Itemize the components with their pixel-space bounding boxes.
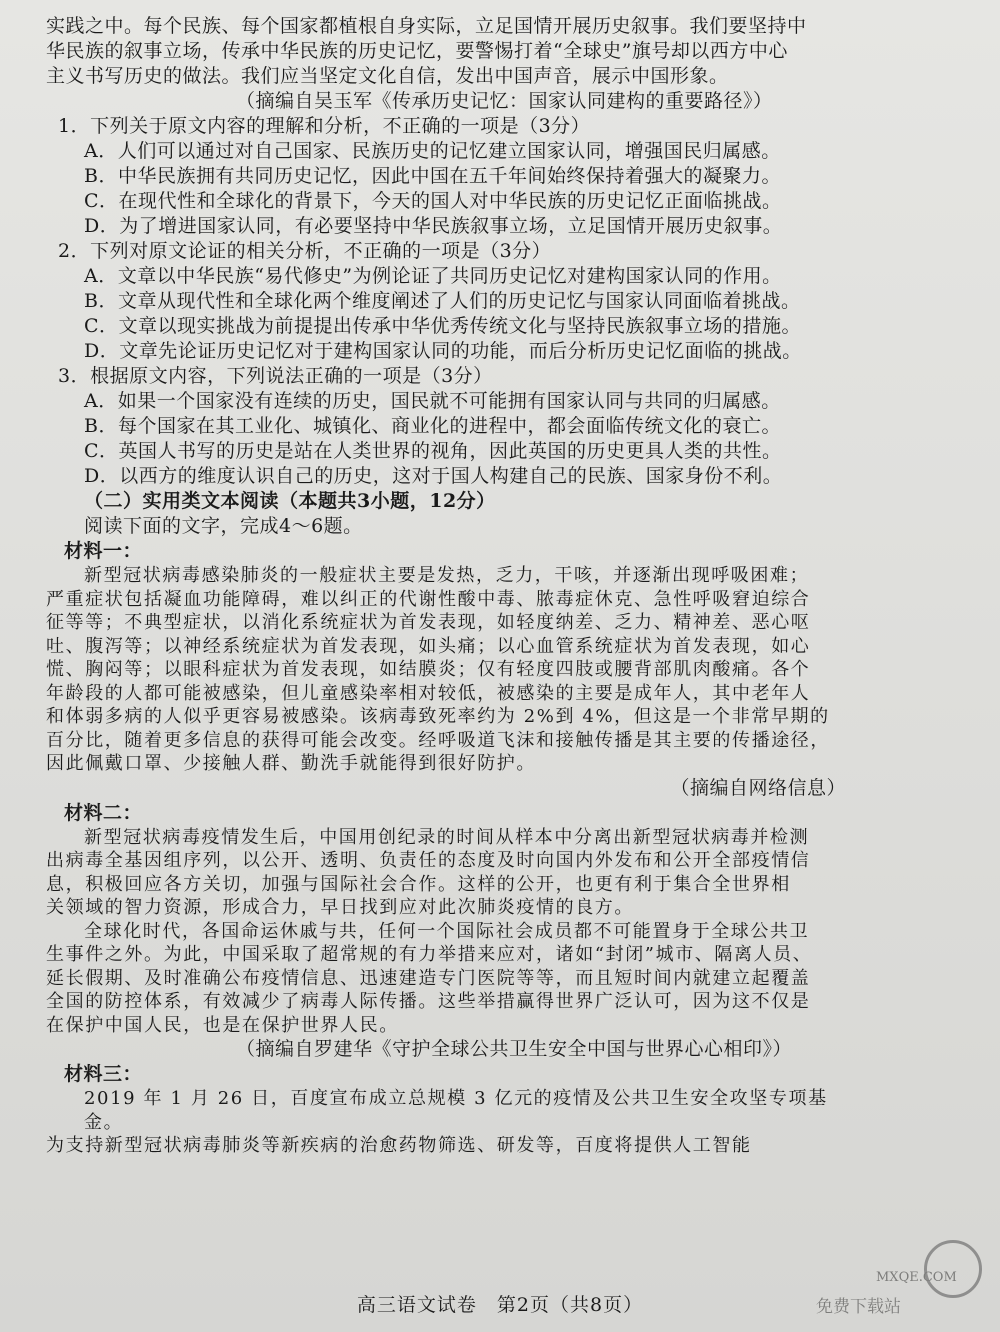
material-3-title: 材料三： <box>64 1063 143 1085</box>
option-c: C．在现代性和全球化的背景下，今天的国人对中华民族的历史记忆正面临挑战。 <box>84 190 782 212</box>
option-c: C．英国人书写的历史是站在人类世界的视角，因此英国的历史更具人类的共性。 <box>84 440 782 462</box>
source-citation: （摘编自吴玉军《传承历史记忆：国家认同建构的重要路径》） <box>236 90 773 112</box>
text-line: 实践之中。每个民族、每个国家都植根自身实际，立足国情开展历史叙事。我们要坚持中 <box>46 15 807 37</box>
question-1 <box>46 114 866 239</box>
material-3-body <box>46 1087 866 1158</box>
text-line: 全球化时代，各国命运休戚与共，任何一个国际社会成员都不可能置身于全球公共卫 <box>84 920 810 942</box>
option-a: A．如果一个国家没有连续的历史，国民就不可能拥有国家认同与共同的归属感。 <box>84 390 781 412</box>
material-1-body <box>46 564 866 776</box>
text-line: 息，积极回应各方关切，加强与国际社会合作。这样的公开，也更有利于集合全世界相 <box>46 873 791 895</box>
site-watermark <box>806 1240 986 1324</box>
source-citation: （摘编自网络信息） <box>670 776 846 799</box>
text-line: 出病毒全基因组序列，以公开、透明、负责任的态度及时向国内外发布和公开全部疫情信 <box>46 850 811 871</box>
text-line: 2019 年 1 月 26 日，百度宣布成立总规模 3 亿元的疫情及公共卫生安全攻坚专项基金。 <box>84 1088 828 1133</box>
text-line: 为支持新型冠状病毒肺炎等新疾病的治愈药物筛选、研发等，百度将提供人工智能 <box>46 1135 752 1156</box>
page-footer: 高三语文试卷 第2页（共8页） <box>356 1294 644 1316</box>
question-stem: 3．根据原文内容，下列说法正确的一项是（3分） <box>58 365 493 387</box>
material-2-body <box>46 826 866 1038</box>
text-line: 在保护中国人民，也是在保护世界人民。 <box>46 1014 399 1036</box>
text-line: 生事件之外。为此，中国采取了超常规的有力举措来应对，诸如“封闭”城市、隔离人员、 <box>46 944 813 965</box>
option-a: A．文章以中华民族“易代修史”为例论证了共同历史记忆对建构国家认同的作用。 <box>84 265 782 287</box>
question-stem: 2．下列对原文论证的相关分析，不正确的一项是（3分） <box>58 240 552 262</box>
text-line: 慌、胸闷等；以眼科症状为首发表现，如结膜炎；仅有轻度四肢或腰背部肌肉酸痛。各个 <box>46 659 811 680</box>
intro-passage <box>46 14 866 89</box>
option-b: B．文章从现代性和全球化两个维度阐述了人们的历史记忆与国家认同面临着挑战。 <box>84 290 801 312</box>
watermark-logo-icon <box>924 1240 982 1298</box>
text-line: 严重症状包括凝血功能障碍，难以纠正的代谢性酸中毒、脓毒症休克、急性呼吸窘迫综合 <box>46 588 811 610</box>
page-content <box>46 14 866 1158</box>
option-b: B．每个国家在其工业化、城镇化、商业化的进程中，都会面临传统文化的衰亡。 <box>84 415 781 437</box>
option-d: D．以西方的维度认识自己的历史，这对于国人构建自己的民族、国家身份不利。 <box>84 465 783 487</box>
text-line: 年龄段的人都可能被感染，但儿童感染率相对较低，被感染的主要是成年人，其中老年人 <box>46 682 811 704</box>
watermark-site: MXQE.COM <box>876 1270 957 1285</box>
option-a: A．人们可以通过对自己国家、民族历史的记忆建立国家认同，增强国民归属感。 <box>84 140 781 162</box>
material-2-title: 材料二： <box>64 801 143 824</box>
text-line: 百分比，随着更多信息的获得可能会改变。经呼吸道飞沫和接触传播是其主要的传播途径， <box>46 729 830 751</box>
text-line: 华民族的叙事立场，传承中华民族的历史记忆，要警惕打着“全球史”旗号却以西方中心 <box>46 40 788 62</box>
option-d: D．文章先论证历史记忆对于建构国家认同的功能，而后分析历史记忆面临的挑战。 <box>84 340 802 362</box>
watermark-caption: 免费下载站 <box>816 1297 901 1317</box>
text-line: 关领域的智力资源，形成合力，早日找到应对此次肺炎疫情的良方。 <box>46 897 634 918</box>
question-stem: 1．下列关于原文内容的理解和分析，不正确的一项是（3分） <box>58 115 591 137</box>
text-line: 全国的防控体系，有效减少了病毒人际传播。这些举措赢得世界广泛认可，因为这不仅是 <box>46 991 811 1012</box>
section-title: （二）实用类文本阅读（本题共3小题，12分） <box>84 490 496 512</box>
text-line: 延长假期、及时准确公布疫情信息、迅速建造专门医院等等，而且短时间内就建立起覆盖 <box>46 967 811 989</box>
question-2 <box>46 239 866 364</box>
question-3 <box>46 364 866 489</box>
material-1-title: 材料一： <box>64 540 143 562</box>
option-c: C．文章以现实挑战为前提提出传承中华优秀传统文化与坚持民族叙事立场的措施。 <box>84 315 802 337</box>
section-instruction: 阅读下面的文字，完成4～6题。 <box>84 515 363 537</box>
text-line: 因此佩戴口罩、少接触人群、勤洗手就能得到很好防护。 <box>46 753 536 774</box>
text-line: 新型冠状病毒感染肺炎的一般症状主要是发热，乏力，干咳，并逐渐出现呼吸困难； <box>84 565 810 586</box>
text-line: 征等等；不典型症状，以消化系统症状为首发表现，如轻度纳差、乏力、精神差、恶心呕 <box>46 612 811 633</box>
option-b: B．中华民族拥有共同历史记忆，因此中国在五千年间始终保持着强大的凝聚力。 <box>84 165 781 187</box>
source-citation: （摘编自罗建华《守护全球公共卫生安全中国与世界心心相印》） <box>236 1038 793 1060</box>
option-d: D．为了增进国家认同，有必要坚持中华民族叙事立场，立足国情开展历史叙事。 <box>84 215 783 237</box>
text-line: 新型冠状病毒疫情发生后，中国用创纪录的时间从样本中分离出新型冠状病毒并检测 <box>84 826 810 848</box>
text-line: 主义书写历史的做法。我们应当坚定文化自信，发出中国声音，展示中国形象。 <box>46 65 729 87</box>
text-line: 吐、腹泻等；以神经系统症状为首发表现，如头痛；以心血管系统症状为首发表现，如心 <box>46 635 811 657</box>
text-line: 和体弱多病的人似乎更容易被感染。该病毒致死率约为 2%到 4%，但这是一个非常早期的 <box>46 706 830 727</box>
